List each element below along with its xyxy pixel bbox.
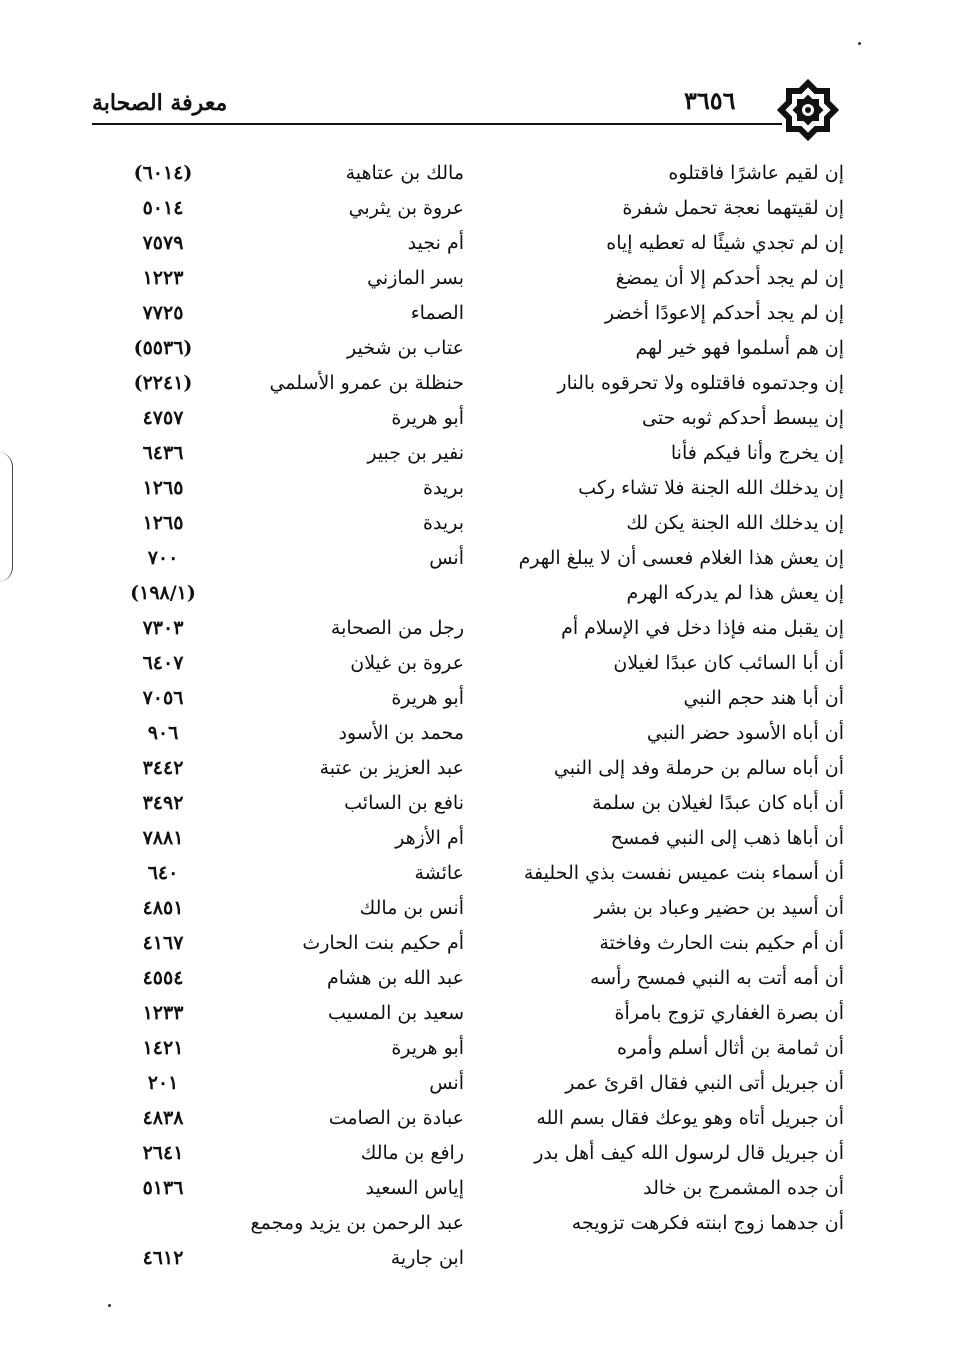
hadith-text: أن أباه سالم بن حرملة وفد إلى النبي <box>553 757 844 779</box>
narrator-name: أنس بن مالك <box>359 897 464 919</box>
reference-number: ٧٨٨١ <box>142 827 184 849</box>
hadith-text: إن لم يجد أحدكم إلا أن يمضغ <box>615 267 844 289</box>
hadith-text: إن لم يجد أحدكم إلاعودًا أخضر <box>604 302 844 324</box>
reference-number: ٦٤٠ <box>147 862 179 884</box>
hadith-text: أن جبريل أتى النبي فقال اقرئ عمر <box>565 1072 844 1094</box>
hadith-text: إن يدخلك الله الجنة فلا تشاء ركب <box>578 477 844 499</box>
hadith-text: أن أبا السائب كان عبدًا لغيلان <box>613 652 844 674</box>
hadith-text: إن لقيتهما نعجة تحمل شفرة <box>622 197 844 219</box>
hadith-text: إن يقبل منه فإذا دخل في الإسلام أم <box>561 617 844 639</box>
reference-number: ٧٧٢٥ <box>142 302 184 324</box>
hadith-text: أن جدهما زوج ابنته فكرهت تزويجه <box>571 1212 844 1234</box>
narrator-name: أنس <box>429 547 464 569</box>
hadith-text: أن أسماء بنت عميس نفست بذي الحليفة <box>523 862 844 884</box>
hadith-text: أن جده المشمرج بن خالد <box>643 1177 844 1199</box>
reference-number: ١٤٢١ <box>142 1037 184 1059</box>
narrator-name: عبادة بن الصامت <box>328 1107 464 1129</box>
narrator-line-2: ابن جارية <box>390 1247 464 1269</box>
index-entry <box>0 926 965 961</box>
index-entry <box>0 366 965 401</box>
page-title: معرفة الصحابة <box>92 90 228 116</box>
index-entry <box>0 506 965 541</box>
hadith-text: إن يعش هذا الغلام فعسى أن لا يبلغ الهرم <box>518 547 844 569</box>
index-entry <box>0 646 965 681</box>
reference-number: ٣٤٩٢ <box>142 792 184 814</box>
index-entry <box>0 296 965 331</box>
hadith-text: إن هم أسلموا فهو خير لهم <box>635 337 844 359</box>
narrator-name: أم الأزهر <box>395 827 464 849</box>
index-entry <box>0 156 965 191</box>
reference-number: ٤٨٥١ <box>142 897 184 919</box>
index-entry <box>0 1031 965 1066</box>
index-entry <box>0 1066 965 1101</box>
narrator-name: أم حكيم بنت الحارث <box>302 932 464 954</box>
narrator-name: نافع بن السائب <box>344 792 464 814</box>
narrator-name: الصماء <box>410 302 464 324</box>
hadith-text: أن أباها ذهب إلى النبي فمسح <box>610 827 844 849</box>
narrator-name: عروة بن يثربي <box>348 197 464 219</box>
hadith-text: أن أم حكيم بنت الحارث وفاختة <box>599 932 844 954</box>
reference-number: ٤٦١٢ <box>142 1247 184 1269</box>
index-entry <box>0 891 965 926</box>
index-entry <box>0 401 965 436</box>
hadith-text: أن جبريل قال لرسول الله كيف أهل بدر <box>534 1142 844 1164</box>
narrator-name: أبو هريرة <box>391 1037 464 1059</box>
index-entry <box>0 331 965 366</box>
index-entry <box>0 261 965 296</box>
reference-number: ١٢٣٣ <box>142 1002 184 1024</box>
narrator-name: عتاب بن شخير <box>347 337 464 359</box>
hadith-text: أن ثمامة بن أثال أسلم وأمره <box>617 1037 844 1059</box>
index-entry <box>0 821 965 856</box>
reference-number: ٦٤٠٧ <box>142 652 184 674</box>
index-entry <box>0 996 965 1031</box>
reference-number: ٢٠١ <box>147 1072 179 1094</box>
reference-number: (١٩٨/١) <box>130 582 196 604</box>
reference-number: ١٢٢٣ <box>142 267 184 289</box>
reference-number: ٣٤٤٢ <box>142 757 184 779</box>
hadith-text: إن يدخلك الله الجنة يكن لك <box>626 512 844 534</box>
index-entry <box>0 1206 965 1276</box>
narrator-name: رجل من الصحابة <box>330 617 464 639</box>
narrator-name: عروة بن غيلان <box>350 652 464 674</box>
index-entry <box>0 1101 965 1136</box>
narrator-name: سعيد بن المسيب <box>327 1002 464 1024</box>
hadith-text: أن جبريل أتاه وهو يوعك فقال بسم الله <box>536 1107 844 1129</box>
index-entry <box>0 1136 965 1171</box>
hadith-text: أن أسيد بن حضير وعباد بن بشر <box>594 897 844 919</box>
page-speck <box>108 1304 111 1307</box>
reference-number: ١٢٦٥ <box>142 512 184 534</box>
index-entry <box>0 436 965 471</box>
reference-number: ٩٠٦ <box>147 722 179 744</box>
narrator-name: بريدة <box>423 512 464 534</box>
hadith-text: أن أباه كان عبدًا لغيلان بن سلمة <box>591 792 844 814</box>
reference-number: ٢٦٤١ <box>142 1142 184 1164</box>
narrator-name: محمد بن الأسود <box>338 722 464 744</box>
narrator-line-1: عبد الرحمن بن يزيد ومجمع <box>250 1212 464 1234</box>
reference-number: ٤٧٥٧ <box>142 407 184 429</box>
narrator-name: بريدة <box>423 477 464 499</box>
reference-number: ٤٥٥٤ <box>142 967 184 989</box>
hadith-text: إن لم تجدي شيئًا له تعطيه إياه <box>606 232 844 254</box>
reference-number: (٦٠١٤) <box>133 162 193 184</box>
index-entry <box>0 226 965 261</box>
reference-number: ٧٥٧٩ <box>142 232 184 254</box>
narrator-name <box>234 1206 464 1276</box>
narrator-name: رافع بن مالك <box>360 1142 464 1164</box>
narrator-name: أبو هريرة <box>391 407 464 429</box>
hadith-text: إن لقيم عاشرًا فاقتلوه <box>668 162 844 184</box>
narrator-name: أم نجيد <box>407 232 464 254</box>
reference-number: ٤٨٣٨ <box>142 1107 184 1129</box>
narrator-name: نفير بن جبير <box>367 442 464 464</box>
index-entry <box>0 191 965 226</box>
page-number: ٣٦٥٦ <box>684 86 736 115</box>
hadith-text: أن أباه الأسود حضر النبي <box>646 722 844 744</box>
reference-number: ١٢٦٥ <box>142 477 184 499</box>
reference-number: ٤١٦٧ <box>142 932 184 954</box>
index-entry <box>0 856 965 891</box>
reference-number: ٥٠١٤ <box>142 197 184 219</box>
hadith-text: إن يخرج وأنا فيكم فأنا <box>670 442 844 464</box>
header-rule <box>92 123 782 125</box>
ornament-star-icon <box>772 74 844 146</box>
hadith-text: أن أمه أتت به النبي فمسح رأسه <box>589 967 844 989</box>
index-entry <box>0 541 965 576</box>
index-entry <box>0 576 965 611</box>
hadith-text: إن يبسط أحدكم ثوبه حتى <box>642 407 844 429</box>
reference-number: ٧٣٠٣ <box>142 617 184 639</box>
reference-number: ٥١٣٦ <box>142 1177 184 1199</box>
reference-number: (٢٢٤١) <box>133 372 193 394</box>
narrator-name: إياس السعيد <box>365 1177 464 1199</box>
index-entry <box>0 751 965 786</box>
index-entry <box>0 961 965 996</box>
hadith-text: إن يعش هذا لم يدركه الهرم <box>626 582 844 604</box>
reference-number: (٥٥٣٦) <box>133 337 193 359</box>
index-entry <box>0 1171 965 1206</box>
index-entry <box>0 681 965 716</box>
hadith-text: إن وجدتموه فاقتلوه ولا تحرقوه بالنار <box>557 372 844 394</box>
index-entry <box>0 786 965 821</box>
narrator-name: بسر المازني <box>367 267 464 289</box>
page-edge-mark <box>0 452 13 582</box>
narrator-name: أبو هريرة <box>391 687 464 709</box>
index-entry <box>0 611 965 646</box>
narrator-name: مالك بن عتاهية <box>345 162 464 184</box>
reference-number: ٦٤٣٦ <box>142 442 184 464</box>
reference-number: ٧٠٠ <box>147 547 179 569</box>
page-speck <box>858 42 861 45</box>
narrator-name: عبد العزيز بن عتبة <box>319 757 464 779</box>
narrator-name: عبد الله بن هشام <box>327 967 464 989</box>
index-entries <box>0 156 965 1276</box>
hadith-text: أن أبا هند حجم النبي <box>683 687 844 709</box>
reference-number: ٧٠٥٦ <box>142 687 184 709</box>
index-entry <box>0 471 965 506</box>
index-entry <box>0 716 965 751</box>
narrator-name: حنظلة بن عمرو الأسلمي <box>269 372 464 394</box>
narrator-name: أنس <box>429 1072 464 1094</box>
hadith-text: أن بصرة الغفاري تزوج بامرأة <box>614 1002 844 1024</box>
narrator-name: عائشة <box>414 862 464 884</box>
